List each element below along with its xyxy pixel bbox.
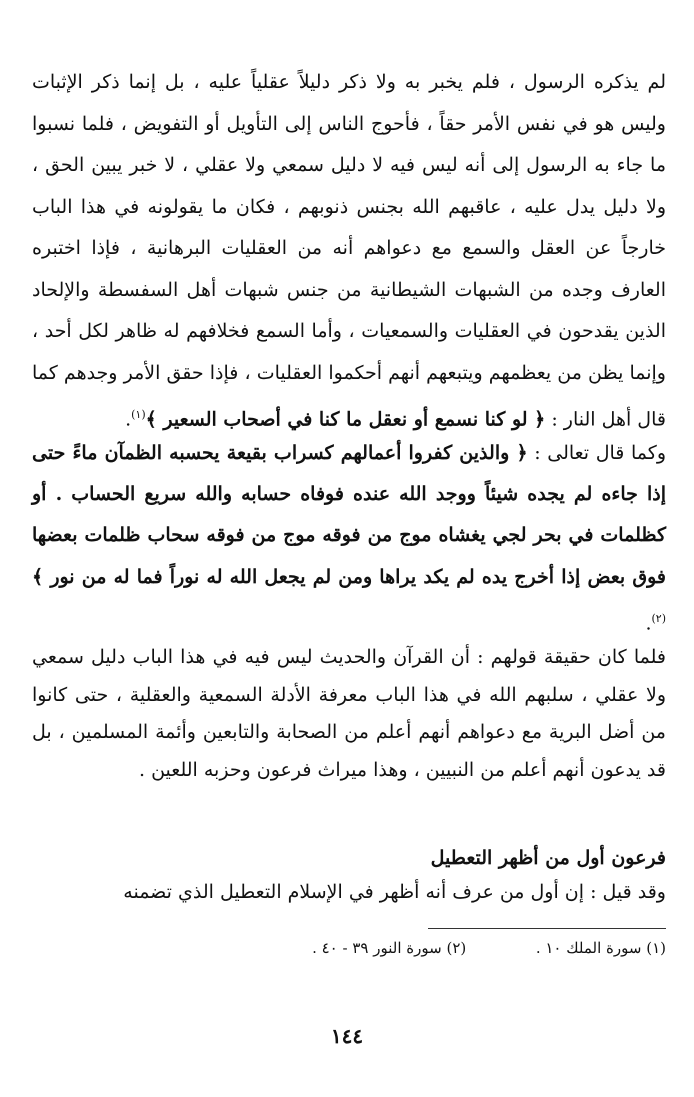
- paragraph-2-text: وكما قال تعالى :: [527, 442, 666, 464]
- section-paragraph: [32, 872, 666, 912]
- footnote-2: (٢) سورة النور ٣٩ - ٤٠ .: [312, 939, 467, 957]
- paragraph-1-end: .: [125, 408, 132, 431]
- footnote-ref-2[interactable]: (٢): [651, 611, 666, 625]
- footnote-1: (١) سورة الملك ١٠ .: [535, 939, 666, 957]
- section-paragraph-text: وقد قيل : إن أول من عرف أنه أظهر في الإسلام التعطيل الذي تضمنه: [123, 881, 666, 903]
- footnote-ref-1[interactable]: (١): [131, 408, 146, 421]
- paragraph-2: [32, 433, 666, 644]
- section-heading: فرعون أول من أظهر التعطيل: [430, 847, 666, 869]
- footnotes: [312, 935, 666, 961]
- paragraph-1-text: لم يذكره الرسول ، فلم يخبر به ولا ذكر دليلاً عقلياً عليه ، بل إنما ذكر الإثبات وليس هو في نفس الأمر حقاً ، فأحوج الناس إلى التأويل أو التفويض ، فلما نسبوا ما جاء به الرسول إلى أنه ليس فيه لا دليل سمعي ولا عقلي ، لا خبر يبين الحق ، ولا دليل يدل عليه ، عاقبهم الله بجنس ذنوبهم ، فكان ما يقولونه في هذا الباب خارجاً عن العقل والسمع مع دعواهم أنه من العقليات البرهانية ، فإذا اختبره العارف وجده من الشبهات الشيطانية من جنس شبهات أهل السفسطة والإلحاد الذين يقدحون في العقليات والسمعيات ، وأما السمع فخلافهم له ظاهر لكل أحد ، وإنما يظن من يعظمهم ويتبعهم أنهم أحكموا العقليات ، فإذا حقق الأمر وجدهم كما قال أهل النار :: [32, 71, 666, 431]
- paragraph-3-text: فلما كان حقيقة قولهم : أن القرآن والحديث ليس فيه في هذا الباب دليل سمعي ولا عقلي ، سلبهم الله في هذا الباب معرفة الأدلة السمعية والعقلية ، حتى كانوا من أضل البرية مع دعواهم أنهم أعلم من الصحابة والتابعين وأئمة المسلمين ، بل قد يدعون أنهم أعلم من النبيين ، وهذا ميراث فرعون وحزبه اللعين .: [32, 646, 666, 781]
- page-number: ١٤٤: [330, 1024, 364, 1048]
- paragraph-2-end: .: [645, 612, 652, 635]
- footnote-divider: [428, 928, 666, 929]
- quran-quote-1: ﴿ لو كنا نسمع أو نعقل ما كنا في أصحاب السعير ﴾: [145, 408, 546, 431]
- paragraph-1: [32, 62, 666, 441]
- quran-quote-2: ﴿ والذين كفروا أعمالهم كسراب بقيعة يحسبه الظمآن ماءً حتى إذا جاءه لم يجده شيئاً ووجد الله عنده فوفاه حسابه والله سريع الحساب . أو كظلمات في بحر لجي يغشاه موج من فوقه موج من فوقه سحاب ظلمات بعضها فوق بعض إذا أخرج يده لم يكد يراها ومن لم يجعل الله له نوراً فما له من نور ﴾: [32, 442, 666, 588]
- paragraph-3: [32, 639, 666, 789]
